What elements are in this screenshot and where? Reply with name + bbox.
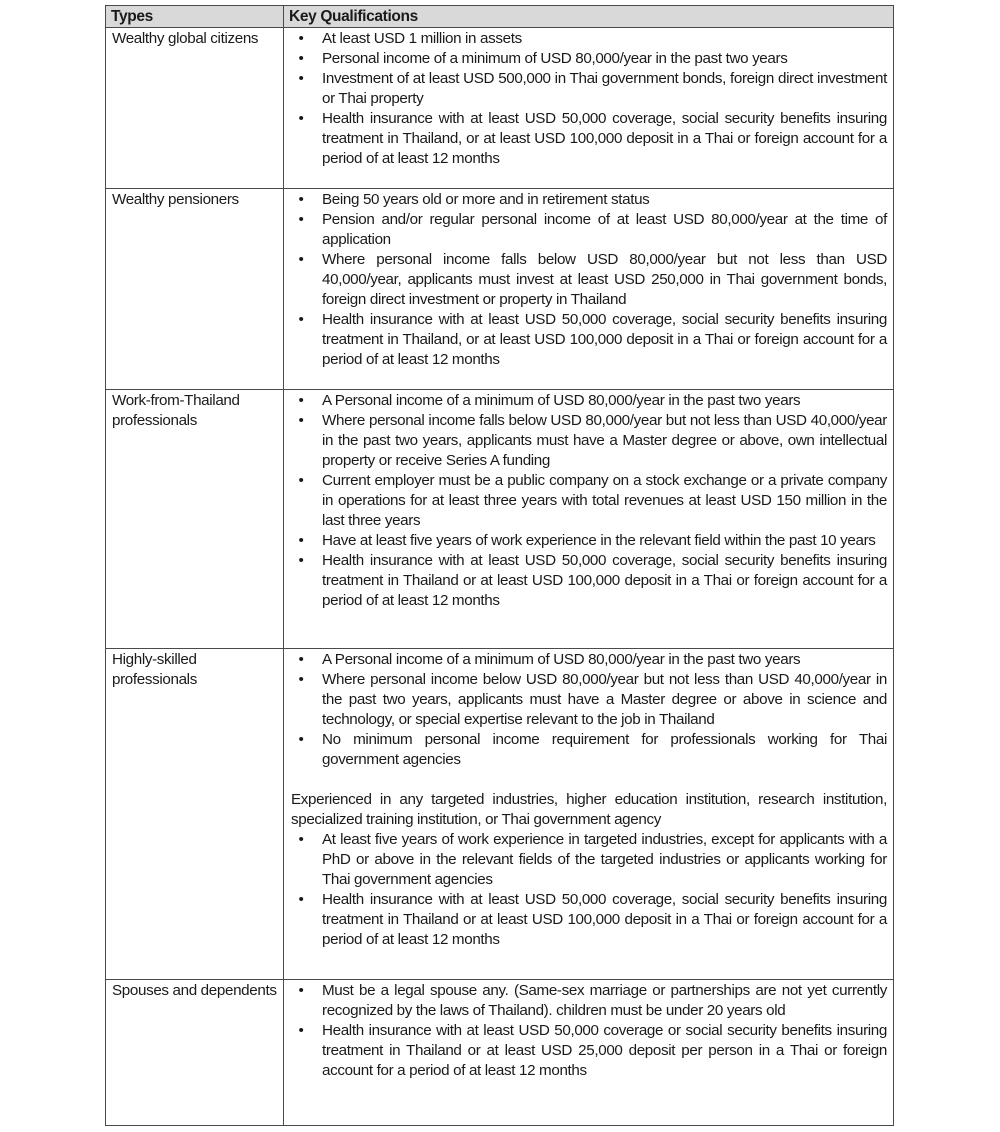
list-item: • Health insurance with at least USD 50,000 coverage, social security benefits insuring treatment in Thailand or at least USD 100,000 deposit in a Thai or foreign account for a period of at least 12 months xyxy=(291,890,887,950)
list-item: • Where personal income below USD 80,000/year but not less than USD 40,000/year in the past two years, applicants must have a Master degree or above in science and technology, or special expertise relevant to the job in Thailand xyxy=(291,670,887,730)
type-cell: Work-from-Thailand professionals xyxy=(106,390,284,649)
qualifications-list xyxy=(291,981,887,1081)
list-item: • Current employer must be a public company on a stock exchange or a private company in operations for at least three years with total revenues at least USD 150 million in the last three years xyxy=(291,471,887,531)
bullet-icon: • xyxy=(298,110,304,127)
list-item: • Must be a legal spouse any. (Same-sex marriage or partnerships are not yet currently recognized by the laws of Thailand). children must be under 20 years old xyxy=(291,981,887,1021)
qualifications-cell xyxy=(284,189,894,390)
list-item: • Health insurance with at least USD 50,000 coverage, social security benefits insuring treatment in Thailand, or at least USD 100,000 deposit in a Thai or foreign account for a period of at least 12 months xyxy=(291,109,887,169)
bullet-icon: • xyxy=(298,651,304,668)
list-item: • Where personal income falls below USD 80,000/year but not less than USD 40,000/year, applicants must invest at least USD 250,000 in Thai government bonds, foreign direct investment or property in Thailand xyxy=(291,250,887,310)
qualifications-list xyxy=(291,29,887,169)
bullet-icon: • xyxy=(298,982,304,999)
bullet-icon: • xyxy=(298,532,304,549)
type-cell: Highly-skilled professionals xyxy=(106,649,284,980)
bullet-icon: • xyxy=(298,70,304,87)
list-item: • Pension and/or regular personal income of at least USD 80,000/year at the time of application xyxy=(291,210,887,250)
bullet-icon: • xyxy=(298,412,304,429)
list-item: • No minimum personal income requirement for professionals working for Thai government agencies xyxy=(291,730,887,770)
bullet-icon: • xyxy=(298,50,304,67)
bullet-icon: • xyxy=(298,552,304,569)
list-item: • Health insurance with at least USD 50,000 coverage, social security benefits insuring treatment in Thailand or at least USD 100,000 deposit in a Thai or foreign account for a period of at least 12 months xyxy=(291,551,887,611)
bullet-icon: • xyxy=(298,1022,304,1039)
table-row xyxy=(106,390,894,649)
experience-paragraph: Experienced in any targeted industries, higher education institution, research institution, specialized training institution, or Thai government agency xyxy=(291,791,887,828)
bullet-icon: • xyxy=(298,251,304,268)
bullet-icon: • xyxy=(298,211,304,228)
list-item: • Being 50 years old or more and in retirement status xyxy=(291,190,887,210)
table-row xyxy=(106,649,894,980)
list-item: • Health insurance with at least USD 50,000 coverage or social security benefits insuring treatment in Thailand or at least USD 25,000 deposit per person in a Thai or foreign account for a period of at least 12 months xyxy=(291,1021,887,1081)
qualifications-list xyxy=(291,190,887,370)
bullet-icon: • xyxy=(298,891,304,908)
qualifications-cell xyxy=(284,28,894,189)
header-types: Types xyxy=(106,6,284,28)
qualifications-cell xyxy=(284,980,894,1126)
list-item: • A Personal income of a minimum of USD 80,000/year in the past two years xyxy=(291,391,887,411)
table-row xyxy=(106,28,894,189)
bullet-icon: • xyxy=(298,191,304,208)
bullet-icon: • xyxy=(298,30,304,47)
list-item: • At least USD 1 million in assets xyxy=(291,29,887,49)
bullet-icon: • xyxy=(298,472,304,489)
qualifications-cell xyxy=(284,649,894,980)
table-row xyxy=(106,980,894,1126)
list-item: • At least five years of work experience in targeted industries, except for applicants with a PhD or above in the relevant fields of the targeted industries or applicants working for Thai government agencies xyxy=(291,830,887,890)
list-item: • Health insurance with at least USD 50,000 coverage, social security benefits insuring treatment in Thailand, or at least USD 100,000 deposit in a Thai or foreign account for a period of at least 12 months xyxy=(291,310,887,370)
type-cell: Spouses and dependents xyxy=(106,980,284,1126)
bullet-icon: • xyxy=(298,311,304,328)
qualifications-cell xyxy=(284,390,894,649)
qualifications-list xyxy=(291,650,887,770)
list-item: • Where personal income falls below USD 80,000/year but not less than USD 40,000/year in the past two years, applicants must have a Master degree or above, own intellectual property or receive Series A funding xyxy=(291,411,887,471)
list-item: • Have at least five years of work experience in the relevant field within the past 10 years xyxy=(291,531,887,551)
qualifications-list xyxy=(291,391,887,611)
list-item: • Personal income of a minimum of USD 80,000/year in the past two years xyxy=(291,49,887,69)
bullet-icon: • xyxy=(298,831,304,848)
header-key-qualifications: Key Qualifications xyxy=(284,6,894,28)
table-header-row xyxy=(106,6,894,28)
type-cell: Wealthy pensioners xyxy=(106,189,284,390)
table-row xyxy=(106,189,894,390)
list-item: • Investment of at least USD 500,000 in Thai government bonds, foreign direct investment or Thai property xyxy=(291,69,887,109)
bullet-icon: • xyxy=(298,671,304,688)
qualifications-table xyxy=(105,5,894,1126)
list-item: • A Personal income of a minimum of USD 80,000/year in the past two years xyxy=(291,650,887,670)
spacer xyxy=(291,770,887,790)
bullet-icon: • xyxy=(298,392,304,409)
qualifications-list xyxy=(291,830,887,950)
type-cell: Wealthy global citizens xyxy=(106,28,284,189)
bullet-icon: • xyxy=(298,731,304,748)
